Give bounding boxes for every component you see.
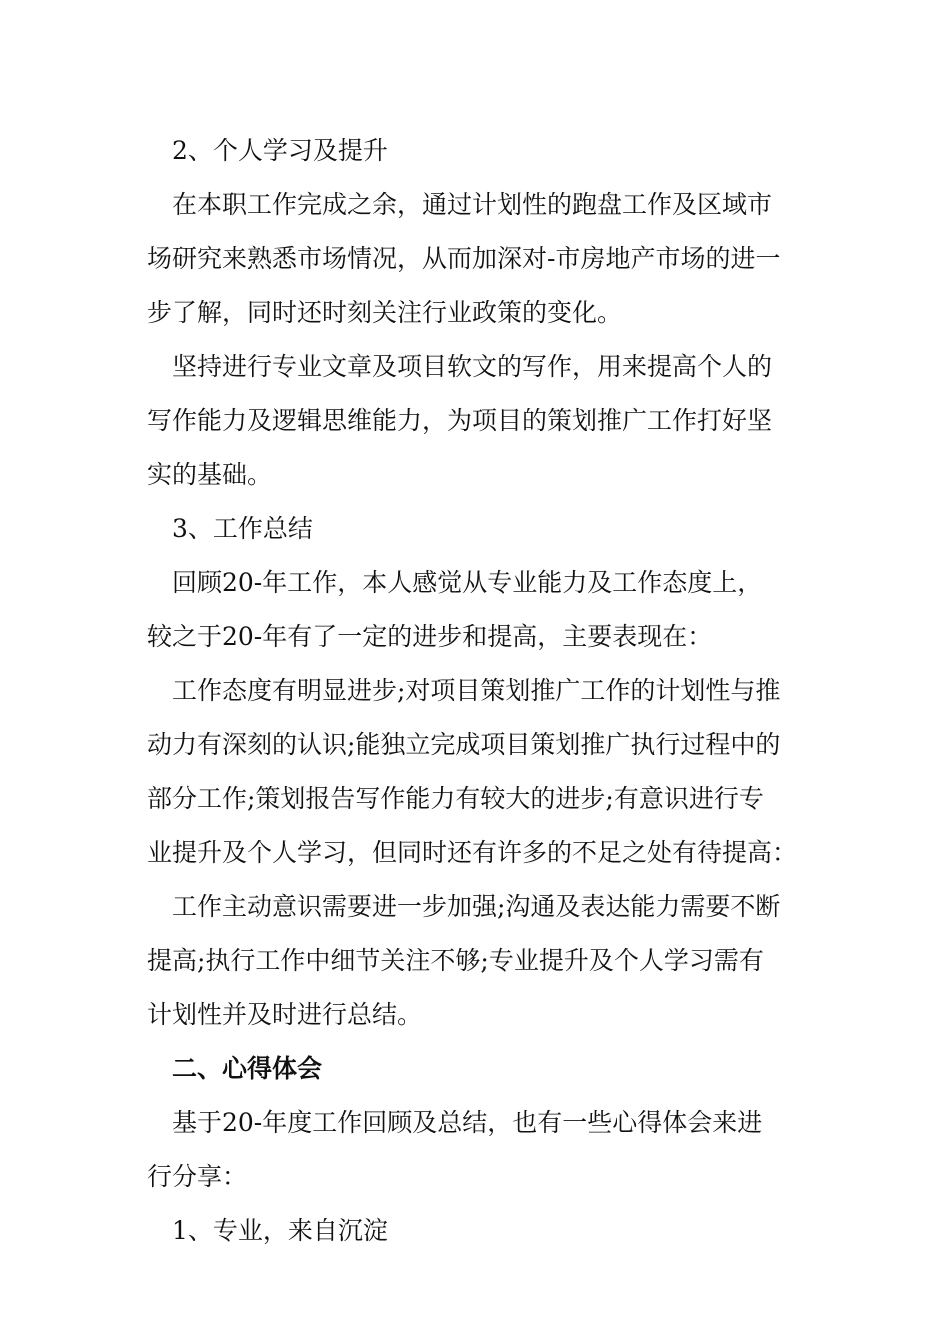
paragraph-line: 在本职工作完成之余，通过计划性的跑盘工作及区域市	[147, 190, 773, 219]
paragraph-line: 行分享：	[147, 1162, 248, 1191]
paragraph-line: 实的基础。	[147, 460, 273, 489]
paragraph-line: 工作态度有明显进步;对项目策划推广工作的计划性与推	[147, 676, 781, 705]
paragraph-line: 部分工作;策划报告写作能力有较大的进步;有意识进行专	[147, 784, 764, 813]
paragraph-line: 工作主动意识需要进一步加强;沟通及表达能力需要不断	[147, 892, 781, 921]
paragraph-line: 场研究来熟悉市场情况，从而加深对-市房地产市场的进一	[147, 244, 781, 273]
heading-experience: 二、心得体会	[147, 1054, 323, 1083]
heading-professional: 1、专业，来自沉淀	[147, 1216, 388, 1245]
paragraph-line: 业提升及个人学习，但同时还有许多的不足之处有待提高：	[147, 838, 798, 867]
paragraph-line: 基于20-年度工作回顾及总结，也有一些心得体会来进	[147, 1108, 763, 1137]
paragraph-line: 回顾20-年工作，本人感觉从专业能力及工作态度上，	[147, 568, 763, 597]
heading-work-summary: 3、工作总结	[147, 514, 313, 543]
paragraph-line: 提高;执行工作中细节关注不够;专业提升及个人学习需有	[147, 946, 764, 975]
paragraph-line: 写作能力及逻辑思维能力，为项目的策划推广工作打好坚	[147, 406, 773, 435]
paragraph-line: 动力有深刻的认识;能独立完成项目策划推广执行过程中的	[147, 730, 781, 759]
paragraph-line: 步了解，同时还时刻关注行业政策的变化。	[147, 298, 623, 327]
paragraph-line: 较之于20-年有了一定的进步和提高，主要表现在：	[147, 622, 713, 651]
heading-personal-study: 2、个人学习及提升	[147, 136, 388, 165]
paragraph-line: 计划性并及时进行总结。	[147, 1000, 423, 1029]
document-body	[147, 124, 807, 1258]
paragraph-line: 坚持进行专业文章及项目软文的写作，用来提高个人的	[147, 352, 773, 381]
